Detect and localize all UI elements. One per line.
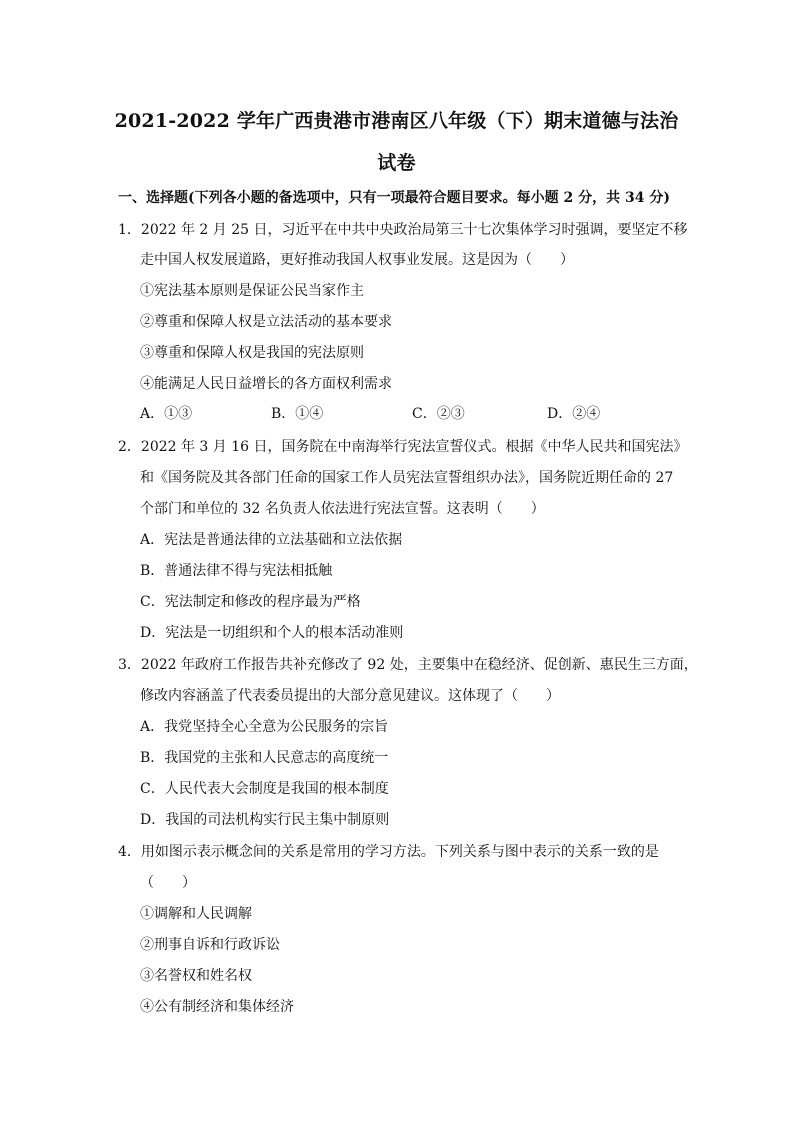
question-1-option-c: C．②③ xyxy=(412,406,465,422)
section-heading: 一、选择题(下列各小题的备选项中，只有一项最符合题目要求。每小题 2 分，共 34 分) xyxy=(118,190,670,206)
question-1-statement-3: ③尊重和保障人权是我国的宪法原则 xyxy=(140,345,364,361)
question-3-option-c: C．人民代表大会制度是我国的根本制度 xyxy=(140,781,389,797)
question-3-stem-line2: 修改内容涵盖了代表委员提出的大部分意见建议。这体现了（ ） xyxy=(140,688,560,704)
exam-title-line2: 试卷 xyxy=(377,152,416,174)
question-1-option-a: A．①③ xyxy=(140,406,193,422)
question-2-option-b: B．普通法律不得与宪法相抵触 xyxy=(140,563,333,579)
question-1-statement-2: ②尊重和保障人权是立法活动的基本要求 xyxy=(140,314,392,330)
question-1-option-d: D．②④ xyxy=(547,406,601,422)
exam-title-line1: 2021-2022 学年广西贵港市港南区八年级（下）期末道德与法治 xyxy=(114,110,679,132)
question-2-option-a: A．宪法是普通法律的立法基础和立法依据 xyxy=(140,532,403,548)
question-1-statement-4: ④能满足人民日益增长的各方面权利需求 xyxy=(140,376,392,392)
question-3-option-a: A．我党坚持全心全意为公民服务的宗旨 xyxy=(140,719,389,735)
question-2-stem-line1: 2．2022 年 3 月 16 日，国务院在中南海举行宪法宣誓仪式。根据《中华人民共和国宪法》 xyxy=(118,439,688,455)
question-1-option-b: B．①④ xyxy=(271,406,324,422)
question-2-option-d: D．宪法是一切组织和个人的根本活动准则 xyxy=(140,625,404,641)
question-2-option-c: C．宪法制定和修改的程序最为严格 xyxy=(140,594,361,610)
question-4-statement-1: ①调解和人民调解 xyxy=(140,906,252,922)
question-1-stem-line2: 走中国人权发展道路，更好推动我国人权事业发展。这是因为（ ） xyxy=(140,252,574,268)
question-4-statement-3: ③名誉权和姓名权 xyxy=(140,968,252,984)
question-4-stem-line1: 4．用如图示表示概念间的关系是常用的学习方法。下列关系与图中表示的关系一致的是 xyxy=(118,844,659,860)
question-3-stem-line1: 3．2022 年政府工作报告共补充修改了 92 处，主要集中在稳经济、促创新、惠民生三方面， xyxy=(118,657,698,673)
question-2-stem-line2: 和《国务院及其各部门任命的国家工作人员宪法宣誓组织办法》，国务院近期任命的 27 xyxy=(140,470,674,486)
question-4-statement-2: ②刑事自诉和行政诉讼 xyxy=(140,937,280,953)
question-1-statement-1: ①宪法基本原则是保证公民当家作主 xyxy=(140,283,364,299)
question-3-option-d: D．我国的司法机构实行民主集中制原则 xyxy=(140,812,390,828)
question-4-stem-line2: （ ） xyxy=(140,875,196,891)
question-1-stem-line1: 1．2022 年 2 月 25 日，习近平在中共中央政治局第三十七次集体学习时强调，要坚定不移 xyxy=(118,222,688,238)
question-3-option-b: B．我国党的主张和人民意志的高度统一 xyxy=(140,750,389,766)
question-2-stem-line3: 个部门和单位的 32 名负责人依法进行宪法宣誓。这表明（ ） xyxy=(140,501,545,517)
question-4-statement-4: ④公有制经济和集体经济 xyxy=(140,999,294,1015)
